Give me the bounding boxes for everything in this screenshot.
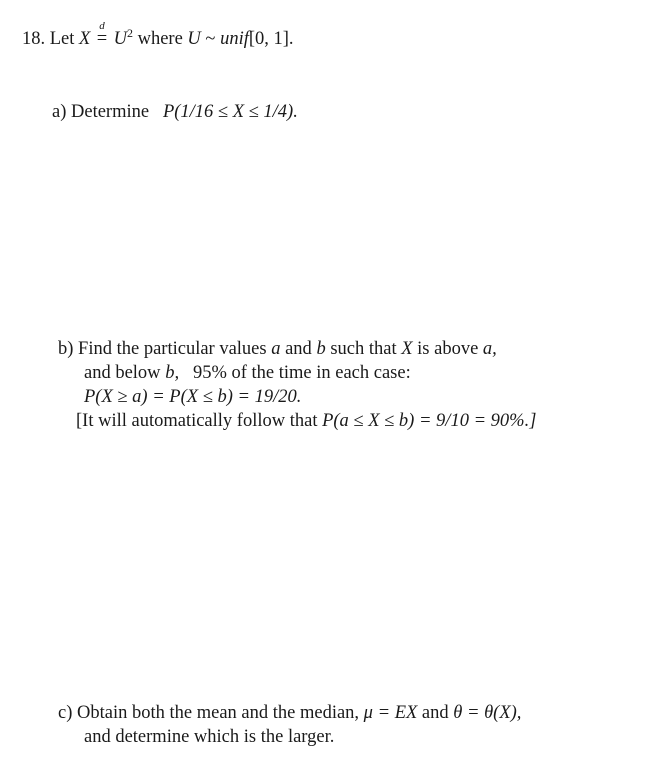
part-b-text-5: 95% of the time in each case: (192, 363, 411, 383)
distribution-name: unif (220, 29, 249, 49)
part-b-text-1: Find the particular values (78, 339, 267, 359)
tilde-symbol: ~ (205, 29, 216, 49)
part-c-line-2: and determine which is the larger. (84, 727, 335, 747)
part-b-text-4: and below (84, 363, 161, 383)
part-b-text-3: is above (417, 339, 479, 359)
var-x: X (79, 29, 91, 49)
part-b-line-1 (58, 337, 497, 361)
problem-header (22, 20, 294, 51)
part-a (52, 100, 298, 124)
var-a-2: a, (482, 339, 497, 359)
part-b-label: b) (58, 339, 74, 359)
part-b-line-2 (84, 361, 411, 385)
var-u: U (113, 29, 127, 49)
part-b-text-2: such that (330, 339, 397, 359)
part-c-line-1 (58, 701, 521, 725)
part-b-expression: P(a ≤ X ≤ b) = 9/10 = 90%.] (322, 411, 537, 431)
part-c-label: c) (58, 703, 73, 723)
part-b-line-3: P(X ≥ a) = P(X ≤ b) = 19/20. (84, 387, 302, 407)
and-word-c: and (421, 703, 449, 723)
problem-number: 18. (22, 29, 46, 49)
where-word: where (137, 29, 183, 49)
part-a-expression: P(1/16 ≤ X ≤ 1/4). (162, 102, 298, 122)
part-a-label: a) Determine (52, 102, 150, 122)
let-word: Let (49, 29, 75, 49)
part-b-line-4 (76, 409, 536, 433)
distributional-equality-symbol: d = (96, 20, 108, 49)
median-expression: θ = θ(X), (453, 703, 522, 723)
part-b-text-6: [It will automatically follow that (76, 411, 318, 431)
part-c-text-1: Obtain both the mean and the median, (77, 703, 360, 723)
var-b-2: b, (165, 363, 180, 383)
var-x-b: X (401, 339, 413, 359)
interval: [0, 1]. (248, 29, 294, 49)
var-u-2: U (187, 29, 201, 49)
var-a: a (271, 339, 281, 359)
exponent: 2 (126, 26, 133, 40)
var-b: b (316, 339, 326, 359)
and-word: and (285, 339, 312, 359)
mean-expression: μ = EX (363, 703, 418, 723)
